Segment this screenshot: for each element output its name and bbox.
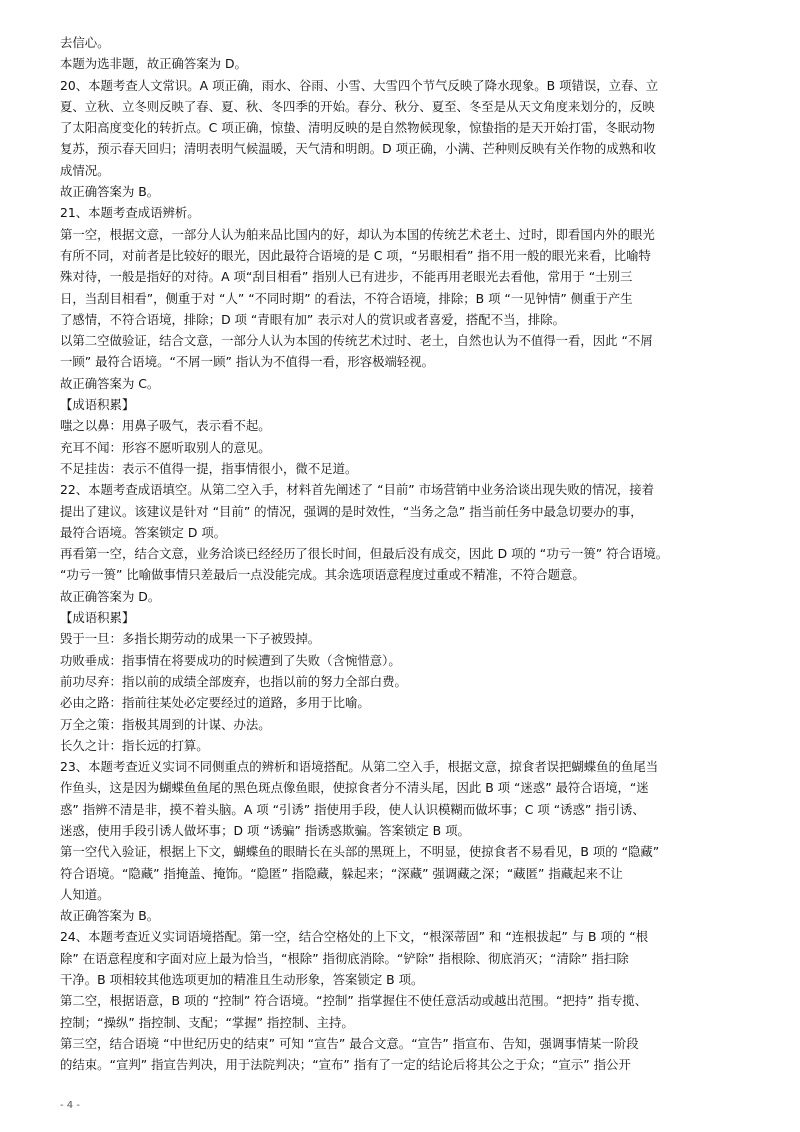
text-line: 以第二空做验证，结合文意，一部分人认为本国的传统艺术过时、老土，自然也认为不值得一看，因此 “不屑	[60, 333, 653, 349]
text-line: 惑” 指辨不清是非，摸不着头脑。A 项 “引诱” 指使用手段，使人认识模糊而做坏事；C 项 “诱惑” 指引诱、	[60, 801, 645, 817]
text-line: 22、本题考查成语填空。从第二空入手，材料首先阐述了 “目前” 市场营销中业务洽谈出现失败的情况，接着	[60, 482, 655, 498]
text-line: 了感情，不符合语境，排除；D 项 “青眼有加” 表示对人的赏识或者喜爱，搭配不当，排除。	[60, 311, 566, 327]
text-line: 本题为选非题，故正确答案为 D。	[60, 56, 247, 72]
text-line: 人知道。	[60, 886, 110, 902]
text-line: 复苏，预示春天回归；清明表明气候温暖，天气清和明朗。D 项正确，小满、芒种则反映有关作物的成熟和收	[60, 141, 656, 157]
text-line: 一顾” 最符合语境。“不屑一顾” 指认为不值得一看，形容极端轻视。	[60, 354, 435, 370]
text-line: 符合语境。“隐藏” 指掩盖、掩饰。“隐匿” 指隐藏，躲起来；“深藏” 强调藏之深；“藏匿” 指藏起来不让	[60, 865, 623, 881]
text-line: 再看第一空，结合文意，业务洽谈已经经历了很长时间，但最后没有成交，因此 D 项的 “功亏一篑” 符合语境。	[60, 546, 669, 562]
text-line: 提出了建议。该建议是针对 “目前” 的情况，强调的是时效性，“当务之急” 指当前任务中最急切要办的事，	[60, 503, 643, 519]
text-line: 嗤之以鼻：用鼻子吸气，表示看不起。	[60, 418, 271, 434]
text-line: 第一空代入验证，根据上下文，蝴蝶鱼的眼睛长在头部的黑斑上，不明显，使掠食者不易看见，B 项的 “隐藏”	[60, 844, 660, 860]
text-line: 日，当刮目相看”，侧重于对 “人” “不同时期” 的看法，不符合语境，排除；B 项 “一见钟情” 侧重于产生	[60, 290, 633, 306]
text-line: 功败垂成：指事情在将要成功的时候遭到了失败（含惋惜意）。	[60, 652, 401, 668]
text-line: 必由之路：指前往某处必定要经过的道路，多用于比喻。	[60, 695, 370, 711]
text-line: 万全之策：指极其周到的计谋、办法。	[60, 716, 271, 732]
text-line: 故正确答案为 D。	[60, 588, 161, 604]
text-line: 【成语积累】	[60, 397, 135, 413]
text-line: 【成语积累】	[60, 610, 135, 626]
text-line: 夏、立秋、立冬则反映了春、夏、秋、冬四季的开始。春分、秋分、夏至、冬至是从天文角度来划分的，反映	[60, 98, 655, 114]
text-line: 前功尽弃：指以前的成绩全部废弃，也指以前的努力全部白费。	[60, 673, 407, 689]
text-line: 了太阳高度变化的转折点。C 项正确，惊蛰、清明反映的是自然物候现象，惊蛰指的是天开始打雷，冬眠动物	[60, 120, 655, 136]
text-line: 控制；“操纵” 指控制、支配；“掌握” 指控制、主持。	[60, 1014, 354, 1030]
text-line: 23、本题考查近义实词不同侧重点的辨析和语境搭配。从第二空入手，根据文意，掠食者误把蝴蝶鱼的鱼尾当	[60, 759, 659, 775]
text-line: 成情况。	[60, 162, 110, 178]
text-line: 21、本题考查成语辨析。	[60, 205, 200, 221]
text-line: 迷惑，使用手段引诱人做坏事；D 项 “诱骗” 指诱惑欺骗。答案锁定 B 项。	[60, 822, 470, 838]
text-line: 有所不同，对前者是比较好的眼光，因此最符合语境的是 C 项，“另眼相看” 指不用一般的眼光来看，比喻特	[60, 247, 651, 263]
text-line: 第一空，根据文意，一部分人认为舶来品比国内的好，却认为本国的传统艺术老土、过时，即看国内外的眼光	[60, 226, 655, 242]
text-line: 充耳不闻：形容不愿听取别人的意见。	[60, 439, 271, 455]
answer-explanation-text	[60, 32, 742, 1076]
text-line: 24、本题考查近义实词语境搭配。第一空，结合空格处的上下文，“根深蒂固” 和 “连根拔起” 与 B 项的 “根	[60, 929, 649, 945]
text-line: 的结束。“宣判” 指宣告判决，用于法院判决；“宣布” 指有了一定的结论后将其公之于众；“宣示” 指公开	[60, 1057, 631, 1073]
text-line: 故正确答案为 C。	[60, 375, 160, 391]
text-line: “功亏一篑” 比喻做事情只差最后一点没能完成。其余选项语意程度过重或不精准，不符合题意。	[60, 567, 585, 583]
text-line: 第二空，根据语意，B 项的 “控制” 符合语境。“控制” 指掌握住不使任意活动或越出范围。“把持” 指专揽、	[60, 993, 648, 1009]
text-line: 作鱼头，这是因为蝴蝶鱼鱼尾的黑色斑点像鱼眼，使掠食者分不清头尾，因此 B 项 “迷惑” 最符合语境，“迷	[60, 780, 649, 796]
text-line: 长久之计：指长远的打算。	[60, 737, 209, 753]
text-line: 去信心。	[60, 35, 110, 50]
text-line: 20、本题考查人文常识。A 项正确，雨水、谷雨、小雪、大雪四个节气反映了降水现象。B 项错误，立春、立	[60, 77, 659, 93]
text-line: 第三空，结合语境 “中世纪历史的结束” 可知 “宣告” 最合文意。“宣告” 指宣布、告知，强调事情某一阶段	[60, 1035, 639, 1051]
text-line: 殊对待，一般是指好的对待。A 项“刮目相看” 指别人已有进步，不能再用老眼光去看他，常用于 “士别三	[60, 269, 633, 285]
text-line: 故正确答案为 B。	[60, 184, 160, 200]
text-line: 最符合语境。答案锁定 D 项。	[60, 524, 227, 540]
text-line: 故正确答案为 B。	[60, 908, 160, 924]
text-line: 毁于一旦：多指长期劳动的成果一下子被毁掉。	[60, 631, 321, 647]
text-line: 干净。B 项相较其他选项更加的精准且生动形象，答案锁定 B 项。	[60, 972, 424, 988]
page-number: - 4 -	[60, 1100, 80, 1111]
text-line: 除” 在语意程度和字面对应上最为恰当，“根除” 指彻底消除。“铲除” 指根除、彻底消灭；“清除” 指扫除	[60, 950, 629, 966]
text-line: 不足挂齿：表示不值得一提，指事情很小，微不足道。	[60, 460, 358, 476]
